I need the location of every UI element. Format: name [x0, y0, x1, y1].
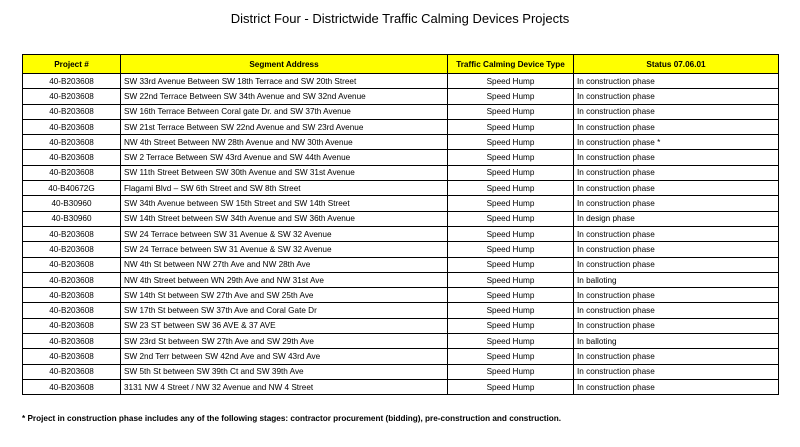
status-cell: In construction phase [574, 303, 779, 318]
device-type-cell: Speed Hump [448, 89, 574, 104]
device-type-cell: Speed Hump [448, 211, 574, 226]
status-cell: In construction phase [574, 257, 779, 272]
segment-address-cell: SW 23 ST between SW 36 AVE & 37 AVE [121, 318, 448, 333]
table-row [23, 379, 779, 394]
project-number-cell: 40-B203608 [23, 334, 121, 349]
status-cell: In construction phase [574, 165, 779, 180]
project-number-cell: 40-B203608 [23, 165, 121, 180]
table-row [23, 150, 779, 165]
segment-address-cell: SW 14th Street between SW 34th Avenue and SW 36th Avenue [121, 211, 448, 226]
segment-address-cell: SW 23rd St between SW 27th Ave and SW 29th Ave [121, 334, 448, 349]
header-device-type: Traffic Calming Device Type [448, 55, 574, 74]
device-type-cell: Speed Hump [448, 364, 574, 379]
project-number-cell: 40-B203608 [23, 74, 121, 89]
segment-address-cell: SW 17th St between SW 37th Ave and Coral Gate Dr [121, 303, 448, 318]
segment-address-cell: SW 24 Terrace between SW 31 Avenue & SW 32 Avenue [121, 226, 448, 241]
segment-address-cell: SW 2nd Terr between SW 42nd Ave and SW 43rd Ave [121, 349, 448, 364]
table-row [23, 226, 779, 241]
project-number-cell: 40-B203608 [23, 303, 121, 318]
status-cell: In construction phase [574, 349, 779, 364]
segment-address-cell: Flagami Blvd – SW 6th Street and SW 8th Street [121, 181, 448, 196]
project-number-cell: 40-B203608 [23, 318, 121, 333]
status-cell: In construction phase [574, 74, 779, 89]
project-number-cell: 40-B203608 [23, 242, 121, 257]
project-number-cell: 40-B40672G [23, 181, 121, 196]
segment-address-cell: SW 34th Avenue between SW 15th Street and SW 14th Street [121, 196, 448, 211]
table-row [23, 74, 779, 89]
device-type-cell: Speed Hump [448, 181, 574, 196]
segment-address-cell: SW 14th St between SW 27th Ave and SW 25th Ave [121, 288, 448, 303]
device-type-cell: Speed Hump [448, 318, 574, 333]
table-row [23, 119, 779, 134]
table-row [23, 349, 779, 364]
segment-address-cell: 3131 NW 4 Street / NW 32 Avenue and NW 4 Street [121, 379, 448, 394]
segment-address-cell: NW 4th Street Between NW 28th Avenue and NW 30th Avenue [121, 135, 448, 150]
project-number-cell: 40-B203608 [23, 135, 121, 150]
table-row [23, 104, 779, 119]
device-type-cell: Speed Hump [448, 104, 574, 119]
project-number-cell: 40-B203608 [23, 272, 121, 287]
table-row [23, 318, 779, 333]
project-number-cell: 40-B203608 [23, 288, 121, 303]
status-cell: In construction phase [574, 318, 779, 333]
footnote: * Project in construction phase includes any of the following stages: contractor procurement (bidding), pre-construction and construction. [22, 414, 562, 423]
table-row [23, 135, 779, 150]
header-project: Project # [23, 55, 121, 74]
status-cell: In design phase [574, 211, 779, 226]
segment-address-cell: SW 33rd Avenue Between SW 18th Terrace and SW 20th Street [121, 74, 448, 89]
project-number-cell: 40-B30960 [23, 196, 121, 211]
status-cell: In construction phase [574, 196, 779, 211]
segment-address-cell: NW 4th Street between WN 29th Ave and NW 31st Ave [121, 272, 448, 287]
header-segment-address: Segment Address [121, 55, 448, 74]
project-number-cell: 40-B30960 [23, 211, 121, 226]
table-header-row [23, 55, 779, 74]
table-row [23, 242, 779, 257]
device-type-cell: Speed Hump [448, 242, 574, 257]
table-row [23, 334, 779, 349]
device-type-cell: Speed Hump [448, 135, 574, 150]
status-cell: In construction phase [574, 89, 779, 104]
status-cell: In construction phase * [574, 135, 779, 150]
device-type-cell: Speed Hump [448, 303, 574, 318]
table-row [23, 364, 779, 379]
table-row [23, 303, 779, 318]
device-type-cell: Speed Hump [448, 165, 574, 180]
status-cell: In construction phase [574, 364, 779, 379]
project-number-cell: 40-B203608 [23, 349, 121, 364]
segment-address-cell: SW 24 Terrace between SW 31 Avenue & SW 32 Avenue [121, 242, 448, 257]
status-cell: In construction phase [574, 104, 779, 119]
device-type-cell: Speed Hump [448, 349, 574, 364]
table-row [23, 288, 779, 303]
device-type-cell: Speed Hump [448, 379, 574, 394]
device-type-cell: Speed Hump [448, 272, 574, 287]
device-type-cell: Speed Hump [448, 150, 574, 165]
project-number-cell: 40-B203608 [23, 89, 121, 104]
segment-address-cell: SW 16th Terrace Between Coral gate Dr. and SW 37th Avenue [121, 104, 448, 119]
project-number-cell: 40-B203608 [23, 379, 121, 394]
segment-address-cell: NW 4th St between NW 27th Ave and NW 28th Ave [121, 257, 448, 272]
device-type-cell: Speed Hump [448, 196, 574, 211]
device-type-cell: Speed Hump [448, 119, 574, 134]
project-number-cell: 40-B203608 [23, 150, 121, 165]
status-cell: In construction phase [574, 181, 779, 196]
status-cell: In construction phase [574, 242, 779, 257]
status-cell: In construction phase [574, 119, 779, 134]
device-type-cell: Speed Hump [448, 334, 574, 349]
project-number-cell: 40-B203608 [23, 364, 121, 379]
segment-address-cell: SW 2 Terrace Between SW 43rd Avenue and SW 44th Avenue [121, 150, 448, 165]
status-cell: In construction phase [574, 226, 779, 241]
status-cell: In balloting [574, 272, 779, 287]
project-number-cell: 40-B203608 [23, 226, 121, 241]
device-type-cell: Speed Hump [448, 74, 574, 89]
table-row [23, 211, 779, 226]
device-type-cell: Speed Hump [448, 226, 574, 241]
device-type-cell: Speed Hump [448, 257, 574, 272]
table-row [23, 165, 779, 180]
table-row [23, 196, 779, 211]
status-cell: In balloting [574, 334, 779, 349]
status-cell: In construction phase [574, 150, 779, 165]
table-row [23, 257, 779, 272]
status-cell: In construction phase [574, 379, 779, 394]
status-cell: In construction phase [574, 288, 779, 303]
table-row [23, 181, 779, 196]
segment-address-cell: SW 22nd Terrace Between SW 34th Avenue and SW 32nd Avenue [121, 89, 448, 104]
header-status: Status 07.06.01 [574, 55, 779, 74]
project-number-cell: 40-B203608 [23, 119, 121, 134]
project-number-cell: 40-B203608 [23, 257, 121, 272]
table-row [23, 89, 779, 104]
device-type-cell: Speed Hump [448, 288, 574, 303]
project-number-cell: 40-B203608 [23, 104, 121, 119]
projects-table [22, 54, 779, 395]
table-row [23, 272, 779, 287]
segment-address-cell: SW 5th St between SW 39th Ct and SW 39th Ave [121, 364, 448, 379]
segment-address-cell: SW 11th Street Between SW 30th Avenue and SW 31st Avenue [121, 165, 448, 180]
page-title: District Four - Districtwide Traffic Calming Devices Projects [230, 11, 570, 26]
segment-address-cell: SW 21st Terrace Between SW 22nd Avenue and SW 23rd Avenue [121, 119, 448, 134]
